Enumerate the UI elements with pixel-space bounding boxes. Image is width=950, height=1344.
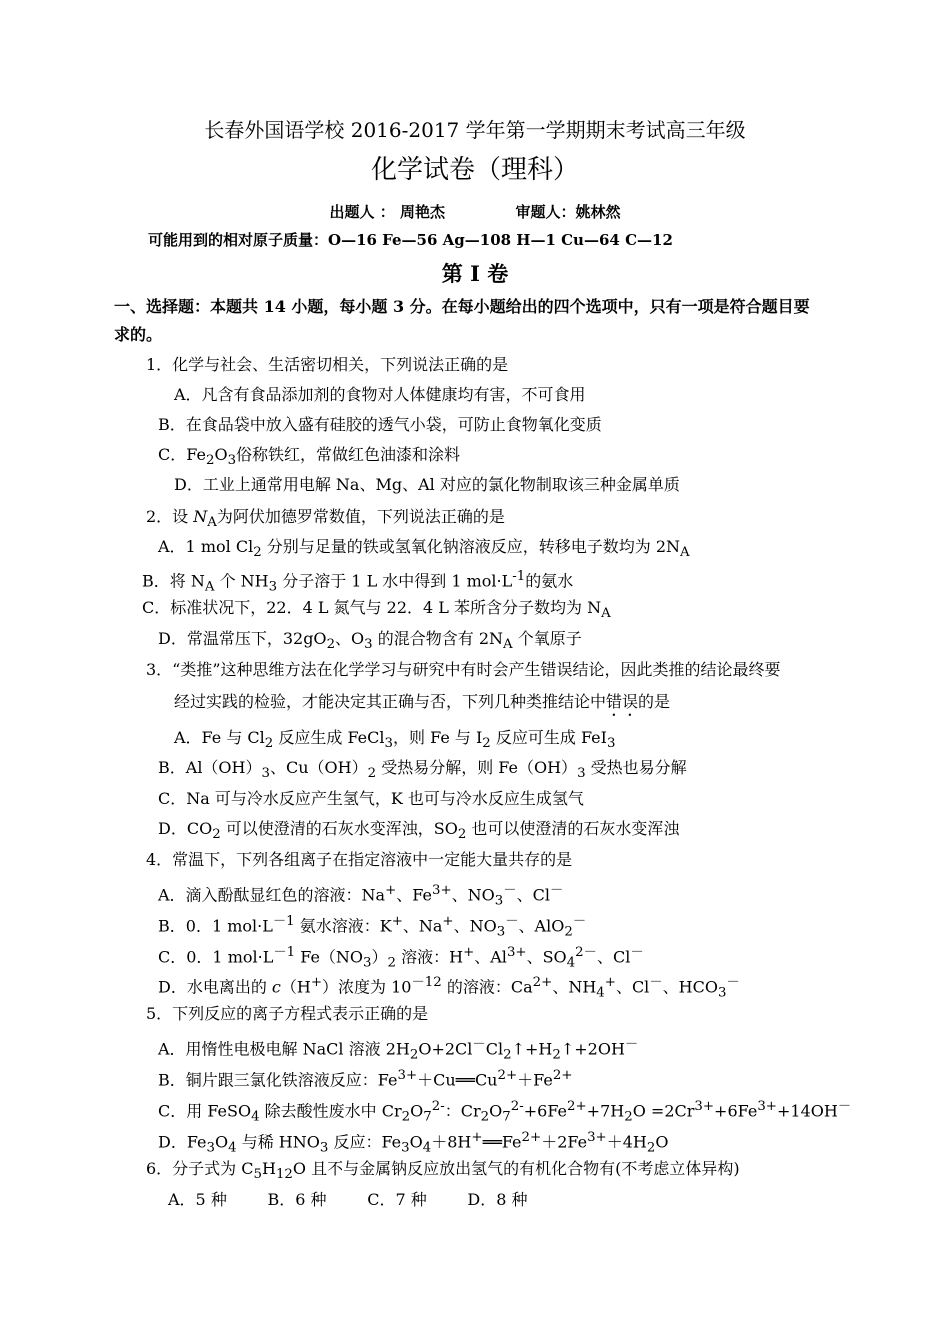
question-5-option-b: B．铜片跟三氯化铁溶液反应：$Fe^{3+}+Cu══Cu^{2+}+Fe^{2+}$ xyxy=(158,1068,573,1090)
question-5-option-a: A．用惰性电极电解 NaCl 溶液 $2H_2O+2Cl^-Cl_2↑+H_2↑+2OH^-$ xyxy=(158,1037,639,1063)
question-6-stem: 6．分子式为 $C_5H_{12}O$ 且不与金属钠反应放出氢气的有机化合物有(不考虑立体异构) xyxy=(146,1159,740,1183)
section-instruction-line2: 求的。 xyxy=(114,325,163,344)
question-3-option-a: A．Fe 与 $Cl_2$ 反应生成 FeCl$_3$，则 Fe 与 $I_2$ 反应可生成 FeI$_3$ xyxy=(174,728,616,752)
question-2-option-c: C．标准状况下，22．4 L 氮气与 22．4 L 苯所含分子数均为 $N_A$ xyxy=(142,598,611,622)
question-1-option-c: C．$Fe_2O_3$俗称铁红，常做红色油漆和涂料 xyxy=(158,445,461,469)
question-3-option-d: D．$CO_2$ 可以使澄清的石灰水变浑浊，$SO_2$ 也可以使澄清的石灰水变浑浊 xyxy=(158,819,680,843)
exam-subtitle: 化学试卷（理科） xyxy=(370,155,579,185)
question-1-option-b: B．在食品袋中放入盛有硅胶的透气小袋，可防止食物氧化变质 xyxy=(158,415,602,434)
question-5-option-d: D．$Fe_3O_4$ 与稀 $HNO_3$ 反应：$Fe_3O_4+8H^+══Fe^{2+}+2Fe^{3+}+4H_2O$ xyxy=(158,1130,669,1156)
question-3-stem-line2: 经过实践的检验，才能决定其正确与否，下列几种类推结论中错误的是 xyxy=(174,692,671,711)
question-2-option-b: B．将 $N_A$ 个 $NH_3$ 分子溶于 1 L 水中得到 1 $mol\cdot L^{-1}$的氨水 xyxy=(142,569,574,595)
volume-title: 第 I 卷 xyxy=(441,261,509,286)
question-5-option-c: C．用 FeSO$_4$ 除去酸性废水中 $Cr_2O_7^{2-}$：$Cr_2O_7^{2-}+6Fe^{2+}+7H_2O =2Cr^{3+}+6Fe^{3+}+14OH^-$ xyxy=(158,1099,852,1125)
question-3-option-b: B．$Al(OH)_3$、$Cu(OH)_2$ 受热易分解，则 $Fe(OH)_3$ 受热也易分解 xyxy=(158,758,687,782)
question-4-stem: 4．常温下，下列各组离子在指定溶液中一定能大量共存的是 xyxy=(146,850,573,869)
atomic-masses: 可能用到的相对原子质量：O—16 Fe—56 Ag—108 H—1 Cu—64 C—12 xyxy=(148,231,673,249)
question-4-option-d: D．水电离出的 c（H+）浓度为 $10^{-12}$ 的溶液：$Ca^{2+}$、$NH_4^+$、Cl－、$HCO_3^-$ xyxy=(158,975,740,1001)
question-2-option-d: D．常温常压下，$32gO_2$、$O_3$ 的混合物含有 $2N_A$ 个氧原子 xyxy=(158,629,582,653)
question-3-stem-line1: 3．“类推”这种思维方法在化学学习与研究中有时会产生错误结论，因此类推的结论最终要 xyxy=(146,660,781,679)
question-5-stem: 5．下列反应的离子方程式表示正确的是 xyxy=(146,1004,429,1023)
question-3-option-c: C．Na 可与冷水反应产生氢气，K 也可与冷水反应生成氢气 xyxy=(158,789,584,808)
question-4-option-b: B．0．1 $mol\cdot L^{-1}$ 氨水溶液：K+、Na+、$NO_3^-$、AlO$_2$－ xyxy=(158,914,587,940)
question-author: 出题人 ： 周艳杰 xyxy=(329,203,445,221)
question-1-option-d: D．工业上通常用电解 Na、Mg、Al 对应的氯化物制取该三种金属单质 xyxy=(174,475,680,494)
emphasized-word: 错误 xyxy=(606,692,639,711)
question-2-stem: 2．设 $N_A$为阿伏加德罗常数值，下列说法正确的是 xyxy=(146,507,505,531)
exam-title: 长春外国语学校 2016-2017 学年第一学期期末考试高三年级 xyxy=(204,118,746,142)
question-1-option-a: A．凡含有食品添加剂的食物对人体健康均有害，不可食用 xyxy=(174,385,586,404)
question-2-option-a: A．1 mol $Cl_2$ 分别与足量的铁或氢氧化钠溶液反应，转移电子数均为 $2N_A$ xyxy=(158,537,690,561)
question-1-stem: 1．化学与社会、生活密切相关，下列说法正确的是 xyxy=(146,355,509,374)
question-reviewer: 审题人：姚林然 xyxy=(515,203,621,221)
question-4-option-a: A．滴入酚酞显红色的溶液：Na+、$Fe^{3+}$、$NO_3^-$、Cl－ xyxy=(158,883,564,909)
section-instruction-line1: 一、选择题：本题共 14 小题，每小题 3 分。在每小题给出的四个选项中，只有一项是符合题目要 xyxy=(114,297,810,316)
question-4-option-c: C．0．1 $mol\cdot L^{-1}$ $Fe(NO_3)_2$ 溶液：H+、$Al^{3+}$、$SO_4^{2-}$、Cl－ xyxy=(158,945,644,971)
authors-line xyxy=(0,201,950,223)
question-6-options: A．5 种 B．6 种 C．7 种 D．8 种 xyxy=(168,1190,528,1209)
